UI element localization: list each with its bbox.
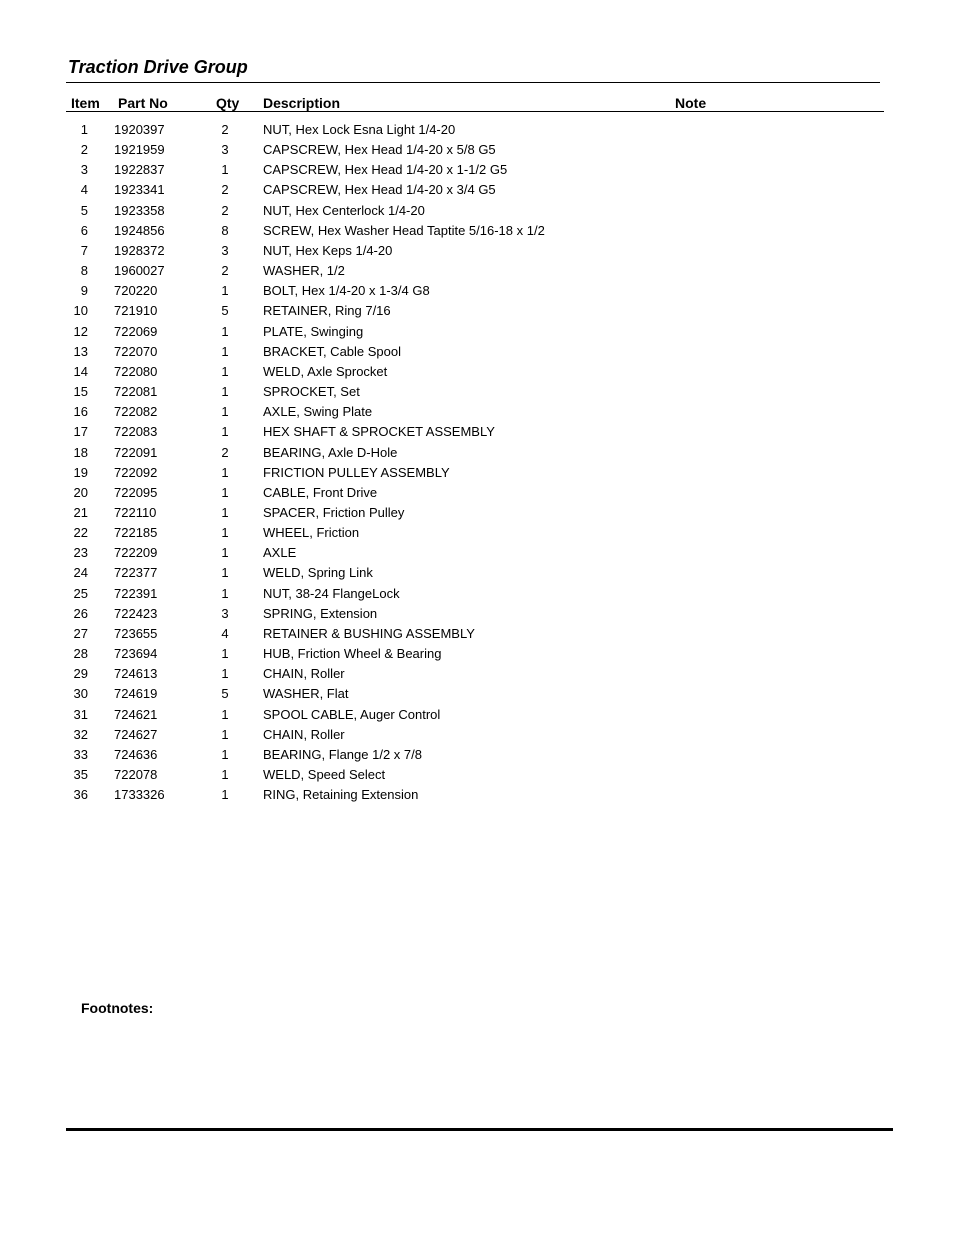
table-row	[0, 503, 954, 523]
part-number: 1960027	[114, 263, 165, 279]
part-number: 722078	[114, 767, 158, 782]
part-number: 724619	[114, 686, 158, 702]
description: SCREW, Hex Washer Head Taptite 5/16-18 x 1/2	[263, 222, 545, 238]
item-number: 4	[80, 182, 88, 198]
table-row	[0, 382, 954, 402]
part-number: 1920397	[114, 122, 165, 137]
part-number: 722080	[114, 363, 158, 379]
quantity: 1	[221, 424, 229, 440]
parts-table-body	[0, 120, 954, 805]
quantity: 3	[221, 605, 229, 621]
part-number: 1922837	[114, 162, 165, 178]
table-row	[0, 180, 954, 200]
description: HUB, Friction Wheel & Bearing	[263, 646, 442, 662]
item-number: 24	[73, 565, 88, 581]
description: SPRING, Extension	[263, 605, 378, 621]
description: SPACER, Friction Pulley	[263, 504, 405, 520]
quantity: 8	[221, 222, 229, 238]
description: CHAIN, Roller	[263, 726, 345, 742]
description: WELD, Spring Link	[263, 565, 373, 581]
item-number: 10	[73, 303, 88, 319]
description: NUT, 38-24 FlangeLock	[263, 585, 400, 601]
part-number: 722095	[114, 484, 158, 500]
table-row	[0, 362, 954, 382]
part-number: 1923358	[114, 202, 165, 218]
description: RETAINER & BUSHING ASSEMBLY	[263, 625, 475, 641]
part-number: 1928372	[114, 242, 165, 258]
quantity: 1	[221, 323, 229, 339]
item-number: 18	[73, 444, 88, 460]
quantity: 1	[221, 464, 229, 480]
column-header-description: Description	[263, 95, 341, 111]
part-number: 1921959	[114, 142, 165, 158]
title-divider	[66, 82, 880, 83]
item-number: 22	[73, 525, 88, 541]
quantity: 2	[221, 182, 229, 198]
quantity: 5	[221, 686, 229, 702]
part-number: 722083	[114, 424, 158, 440]
quantity: 1	[221, 525, 229, 541]
item-number: 7	[80, 242, 88, 258]
column-header-qty: Qty	[216, 95, 240, 111]
description: HEX SHAFT & SPROCKET ASSEMBLY	[263, 424, 495, 440]
item-number: 1	[80, 122, 88, 137]
quantity: 1	[221, 787, 229, 803]
description: WELD, Speed Select	[263, 767, 386, 782]
item-number: 27	[73, 625, 88, 641]
table-row	[0, 402, 954, 422]
page-title: Traction Drive Group	[68, 57, 248, 77]
table-row	[0, 523, 954, 543]
part-number: 722423	[114, 605, 158, 621]
table-row	[0, 140, 954, 160]
part-number: 722081	[114, 384, 158, 400]
item-number: 19	[73, 464, 88, 480]
description: NUT, Hex Keps 1/4-20	[263, 242, 393, 258]
part-number: 722092	[114, 464, 158, 480]
part-number: 724621	[114, 706, 158, 722]
column-header-part-no: Part No	[118, 95, 168, 111]
part-number: 1923341	[114, 182, 165, 198]
quantity: 1	[221, 343, 229, 359]
quantity: 1	[221, 283, 229, 299]
part-number: 723655	[114, 625, 158, 641]
table-row	[0, 221, 954, 241]
part-number: 1733326	[114, 787, 165, 803]
item-number: 5	[80, 202, 88, 218]
part-number: 724636	[114, 746, 158, 762]
description: WASHER, Flat	[263, 686, 349, 702]
quantity: 2	[221, 263, 229, 279]
part-number: 724627	[114, 726, 158, 742]
quantity: 3	[221, 142, 229, 158]
item-number: 12	[73, 323, 88, 339]
part-number: 722082	[114, 404, 158, 420]
item-number: 29	[73, 666, 88, 682]
table-row	[0, 584, 954, 604]
table-row	[0, 281, 954, 301]
item-number: 33	[73, 746, 88, 762]
part-number: 722209	[114, 545, 158, 561]
table-row	[0, 785, 954, 805]
header-divider	[66, 111, 884, 112]
table-row	[0, 644, 954, 664]
description: NUT, Hex Centerlock 1/4-20	[263, 202, 425, 218]
quantity: 1	[221, 706, 229, 722]
description: SPOOL CABLE, Auger Control	[263, 706, 441, 722]
description: AXLE, Swing Plate	[263, 404, 373, 420]
quantity: 1	[221, 585, 229, 601]
item-number: 6	[80, 222, 88, 238]
part-number: 722391	[114, 585, 158, 601]
item-number: 36	[73, 787, 88, 803]
part-number: 722091	[114, 444, 158, 460]
part-number: 722185	[114, 525, 158, 541]
description: WELD, Axle Sprocket	[263, 363, 388, 379]
description: CHAIN, Roller	[263, 666, 345, 682]
table-row	[0, 261, 954, 281]
item-number: 9	[80, 283, 88, 299]
part-number: 721910	[114, 303, 158, 319]
quantity: 1	[221, 404, 229, 420]
quantity: 3	[221, 242, 229, 258]
part-number: 722377	[114, 565, 158, 581]
item-number: 30	[73, 686, 88, 702]
table-row	[0, 664, 954, 684]
column-header-note: Note	[675, 95, 707, 111]
part-number: 1924856	[114, 222, 165, 238]
part-number: 723694	[114, 646, 158, 662]
description: NUT, Hex Lock Esna Light 1/4-20	[263, 122, 456, 137]
quantity: 1	[221, 565, 229, 581]
item-number: 25	[73, 585, 88, 601]
table-row	[0, 483, 954, 503]
table-row	[0, 342, 954, 362]
description: CAPSCREW, Hex Head 1/4-20 x 3/4 G5	[263, 182, 496, 198]
item-number: 23	[73, 545, 88, 561]
table-row	[0, 443, 954, 463]
table-row	[0, 765, 954, 785]
table-row	[0, 301, 954, 321]
quantity: 2	[221, 202, 229, 218]
item-number: 15	[73, 384, 88, 400]
item-number: 3	[80, 162, 88, 178]
table-row	[0, 422, 954, 442]
column-header-item: Item	[71, 95, 100, 111]
quantity: 1	[221, 666, 229, 682]
table-row	[0, 745, 954, 765]
description: BEARING, Axle D-Hole	[263, 444, 398, 460]
description: RING, Retaining Extension	[263, 787, 419, 803]
quantity: 1	[221, 484, 229, 500]
item-number: 26	[73, 605, 88, 621]
quantity: 1	[221, 162, 229, 178]
table-row	[0, 322, 954, 342]
quantity: 1	[221, 545, 229, 561]
description: AXLE	[263, 545, 297, 561]
quantity: 1	[221, 384, 229, 400]
description: BEARING, Flange 1/2 x 7/8	[263, 746, 422, 762]
footnotes-label: Footnotes:	[81, 1000, 154, 1016]
footer-divider	[66, 1128, 893, 1131]
part-number: 722070	[114, 343, 158, 359]
description: SPROCKET, Set	[263, 384, 360, 400]
item-number: 21	[73, 504, 88, 520]
table-row	[0, 241, 954, 261]
item-number: 8	[80, 263, 88, 279]
part-number: 720220	[114, 283, 158, 299]
quantity: 1	[221, 726, 229, 742]
description: BOLT, Hex 1/4-20 x 1-3/4 G8	[263, 283, 430, 299]
quantity: 1	[221, 767, 229, 782]
description: BRACKET, Cable Spool	[263, 343, 402, 359]
table-row	[0, 463, 954, 483]
item-number: 2	[80, 142, 88, 158]
table-row	[0, 705, 954, 725]
item-number: 13	[73, 343, 88, 359]
description: CAPSCREW, Hex Head 1/4-20 x 5/8 G5	[263, 142, 496, 158]
description: RETAINER, Ring 7/16	[263, 303, 391, 319]
table-row	[0, 563, 954, 583]
item-number: 20	[73, 484, 88, 500]
table-row	[0, 725, 954, 745]
quantity: 2	[221, 122, 229, 137]
description: FRICTION PULLEY ASSEMBLY	[263, 464, 450, 480]
description: WHEEL, Friction	[263, 525, 360, 541]
quantity: 4	[221, 625, 229, 641]
item-number: 16	[73, 404, 88, 420]
quantity: 1	[221, 504, 229, 520]
part-number: 722069	[114, 323, 158, 339]
table-row	[0, 684, 954, 704]
item-number: 31	[73, 706, 88, 722]
quantity: 1	[221, 746, 229, 762]
item-number: 28	[73, 646, 88, 662]
quantity: 5	[221, 303, 229, 319]
description: CABLE, Front Drive	[263, 484, 378, 500]
table-row	[0, 160, 954, 180]
table-row	[0, 624, 954, 644]
table-row	[0, 604, 954, 624]
part-number: 722110	[114, 504, 157, 520]
quantity: 2	[221, 444, 229, 460]
table-row	[0, 543, 954, 563]
description: PLATE, Swinging	[263, 323, 364, 339]
item-number: 14	[73, 363, 88, 379]
item-number: 32	[73, 726, 88, 742]
description: WASHER, 1/2	[263, 263, 345, 279]
quantity: 1	[221, 363, 229, 379]
description: CAPSCREW, Hex Head 1/4-20 x 1-1/2 G5	[263, 162, 508, 178]
table-row	[0, 201, 954, 221]
part-number: 724613	[114, 666, 158, 682]
item-number: 17	[73, 424, 88, 440]
quantity: 1	[221, 646, 229, 662]
table-row	[0, 120, 954, 140]
item-number: 35	[73, 767, 88, 782]
